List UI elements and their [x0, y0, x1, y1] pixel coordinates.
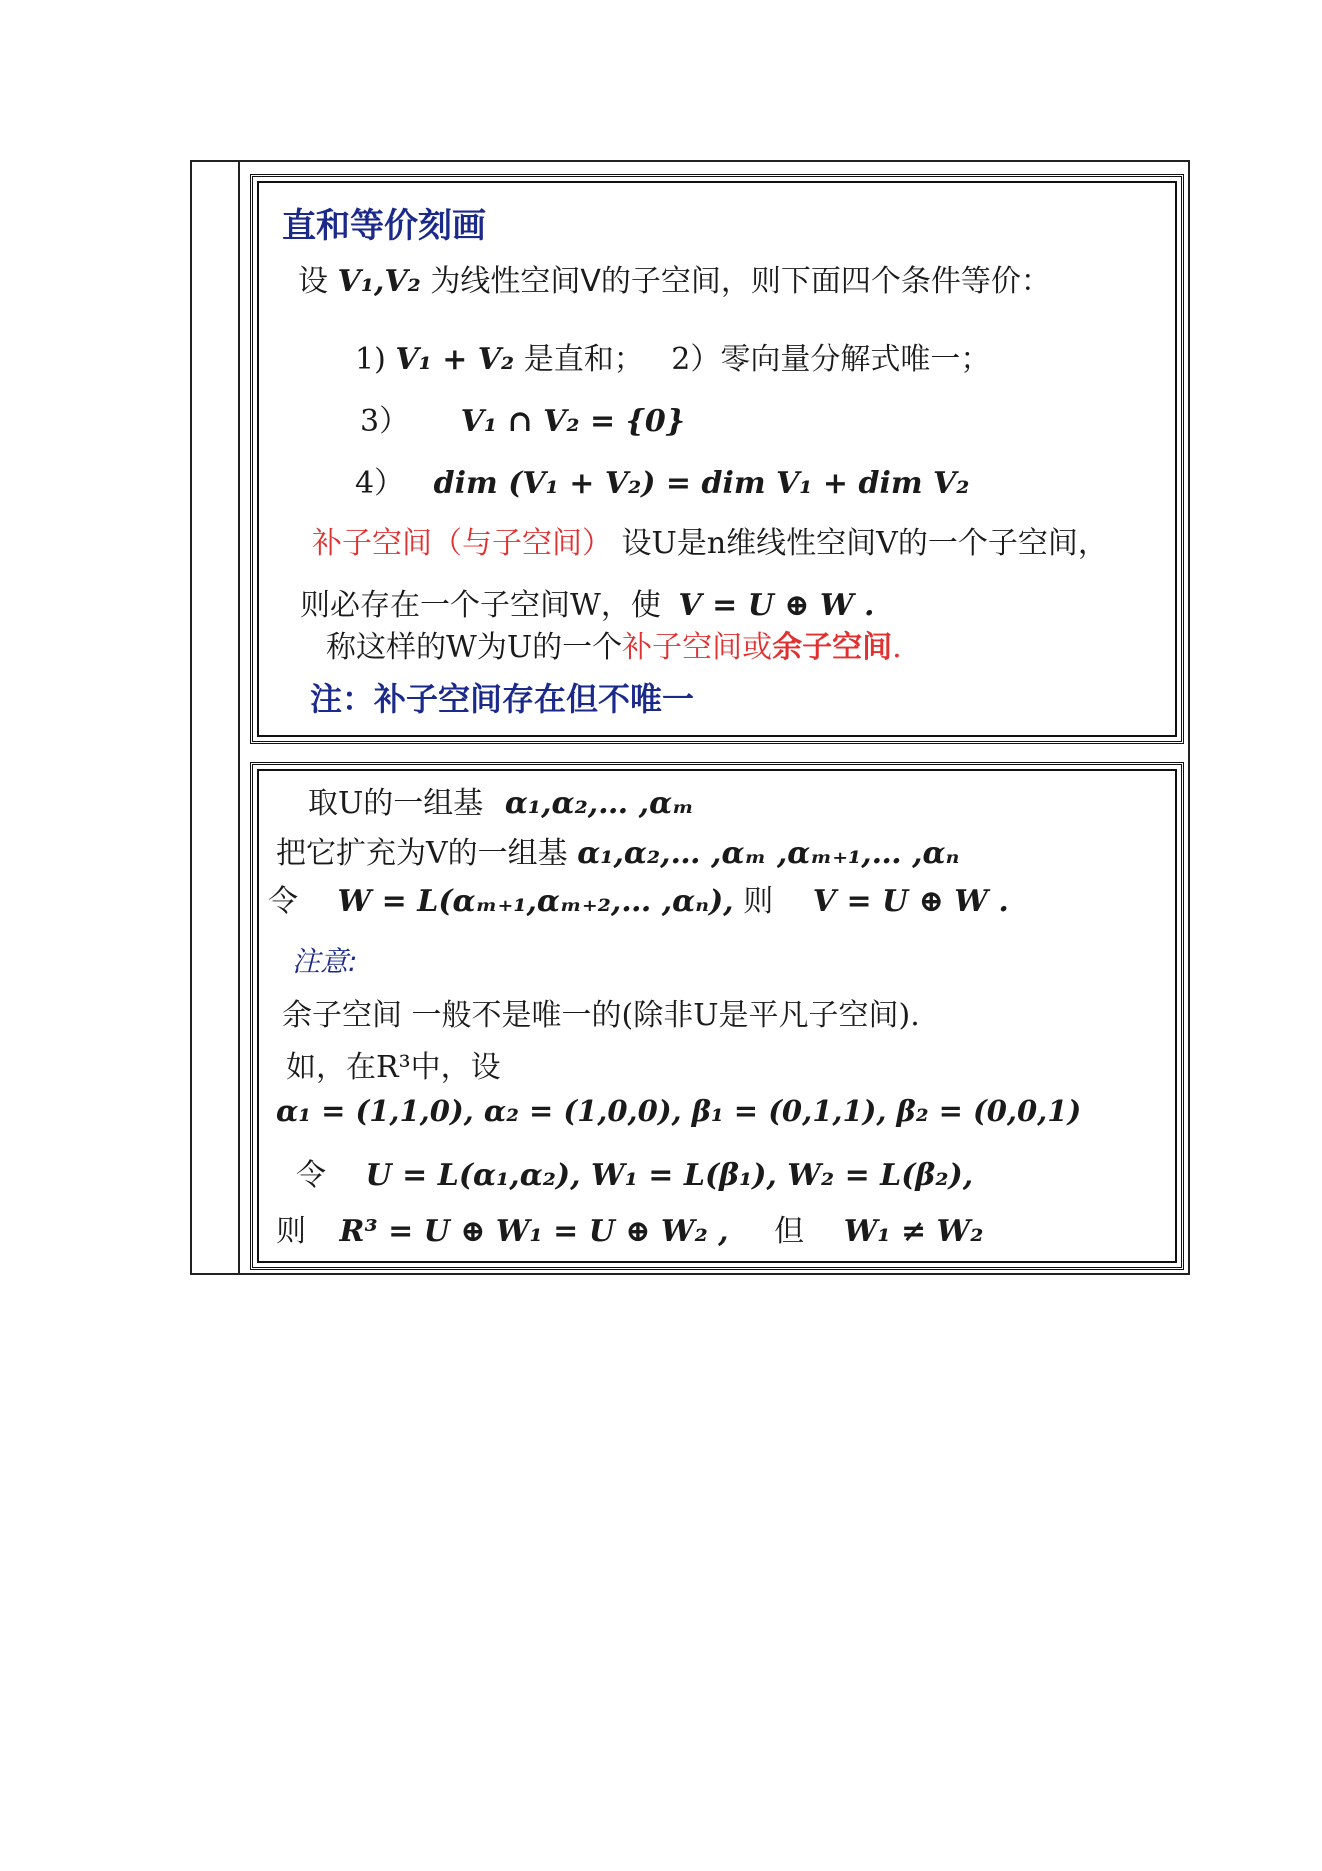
line3-math: W = L(αₘ₊₁,αₘ₊₂,… ,αₙ),	[337, 884, 734, 919]
line3-prefix: 令	[268, 884, 298, 919]
line3-math2: V = U ⊕ W .	[812, 884, 1009, 919]
condition-3	[360, 396, 685, 440]
let-math: U = L(α₁,α₂), W₁ = L(β₁), W₂ = L(β₂),	[365, 1158, 974, 1193]
call-line	[326, 622, 902, 666]
let-line	[296, 1150, 973, 1194]
slide1-title: 直和等价刻画	[282, 206, 486, 246]
final-neq: W₁ ≠ W₂	[843, 1214, 984, 1249]
cond2-text: 2）零向量分解式唯一；	[671, 342, 991, 377]
vectors-line: α₁ = (1,1,0), α₂ = (1,0,0), β₁ = (0,1,1), β₂ = (0,0,1)	[276, 1094, 1082, 1128]
condition-4	[355, 458, 969, 502]
intro-vars: V₁,V₂	[337, 264, 421, 299]
call-text: 称这样的W为U的一个	[326, 630, 623, 665]
call-highlight2: 余子空间	[772, 630, 893, 665]
let-prefix: 令	[296, 1158, 326, 1193]
cond1-math: V₁ + V₂	[395, 342, 515, 377]
call-highlight1: 补子空间或	[622, 630, 773, 665]
cond1-num: 1)	[355, 342, 386, 377]
condition-1-2	[355, 334, 990, 378]
final-line	[276, 1206, 983, 1250]
exist-text: 则必存在一个子空间W，使	[300, 588, 661, 623]
cond4-num: 4）	[355, 466, 405, 501]
example-line: 如，在R³中，设	[286, 1050, 501, 1085]
attention-label: 注意:	[292, 945, 358, 978]
final-math: R³ = U ⊕ W₁ = U ⊕ W₂ ,	[339, 1214, 729, 1249]
table-divider	[238, 162, 240, 1273]
complement-definition	[312, 518, 1108, 562]
complement-text: 设U是n维线性空间V的一个子空间，	[621, 526, 1108, 561]
intro-line	[298, 256, 1051, 300]
intro-text: 为线性空间V的子空间，则下面四个条件等价：	[430, 264, 1051, 299]
cond3-math: V₁ ∩ V₂ = {0}	[460, 404, 685, 439]
final-prefix: 则	[276, 1214, 306, 1249]
intro-prefix: 设	[298, 264, 328, 299]
define-w-line	[268, 876, 1009, 920]
line2-math: α₁,α₂,… ,αₘ ,αₘ₊₁,… ,αₙ	[577, 836, 960, 871]
cond1-text: 是直和；	[523, 342, 644, 377]
cond4-math: dim (V₁ + V₂) = dim V₁ + dim V₂	[433, 466, 970, 501]
remark-line: 余子空间 一般不是唯一的(除非U是平凡子空间).	[282, 998, 920, 1033]
exist-math: V = U ⊕ W .	[678, 588, 875, 623]
line2-text: 把它扩充为V的一组基	[276, 836, 568, 871]
line1-text: 取U的一组基	[308, 786, 484, 821]
extend-line	[276, 828, 959, 872]
basis-line	[308, 778, 694, 822]
call-end: .	[892, 630, 902, 665]
cond3-num: 3）	[360, 404, 410, 439]
existence-line	[300, 580, 874, 624]
slide1-note: 注：补子空间存在但不唯一	[310, 680, 695, 718]
final-but: 但	[774, 1214, 805, 1249]
complement-label: 补子空间（与子空间）	[312, 526, 612, 561]
line1-math: α₁,α₂,… ,αₘ	[504, 786, 695, 821]
line3-then: 则	[743, 884, 774, 919]
